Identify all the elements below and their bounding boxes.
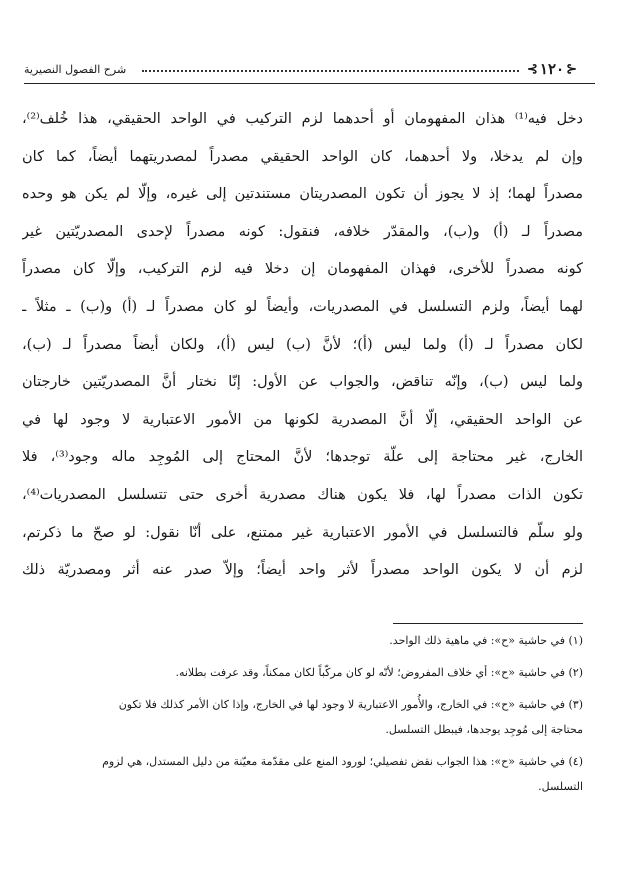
ornament-right-icon: ⊰ — [566, 61, 577, 77]
footnote-2: (٢) في حاشية «ح»: أي خلاف المفروض؛ لأنّه لو كان مركّباً لكان ممكناً، وقد عرفت بطلانه. — [175, 666, 583, 679]
book-title: شرح الفصول النصيرية — [24, 62, 127, 76]
text-line: لزم أن لا يكون الواحد مصدراً لأثر واحد أيضاً؛ وإلاّ صدر عنه أثر ومصدريّة ذلك — [22, 562, 583, 579]
footnote-4: (٤) في حاشية «ح»: هذا الجواب نقض تفصيلي؛ لورود المنع على مقدّمة معيّنة من دليل المستدل، هي لزوم — [102, 755, 583, 768]
footnote-4-continuation: التسلسل. — [538, 780, 583, 793]
text-line: لهما أيضاً، ولزم التسلسل في المصدريات، وأيضاً لو كان مصدراً لـ (أ) و(ب) ـ مثلاً ـ — [22, 298, 583, 315]
ornament-left-icon: ⊱ — [527, 61, 538, 77]
text-line: لكان مصدراً لـ (أ) ولما ليس (أ)؛ لأنَّ (ب) ليس (أ)، ولكان أيضاً مصدراً لـ (ب)، — [22, 336, 583, 353]
header-dot-leader — [142, 70, 519, 72]
text-line: الخارج، غير محتاجة إلى علّة توجدها؛ لأنَّ المحتاج إلى المُوجِد ماله وجود⁽³⁾، فلا — [22, 449, 583, 466]
footnote-separator — [393, 623, 583, 624]
text-line: ولو سلّم فالتسلسل في الأمور الاعتبارية غير ممتنع، على أنّا نقول: لو صحّ ما ذكرتم، — [22, 524, 583, 541]
footnotes — [22, 632, 583, 795]
text-line: تكون الذات مصدراً لها، فلا يكون هناك مصدرية أخرى حتى تتسلسل المصدريات⁽⁴⁾، — [22, 486, 583, 503]
main-text — [22, 101, 583, 590]
footnote-3-continuation: محتاجة إلى مُوجِد يوجدها، فيبطل التسلسل. — [385, 723, 583, 736]
running-header — [24, 56, 577, 82]
text-line: مصدراً لـ (أ) و(ب)، والمقدّر خلافه، فنقول: كونه مصدراً لإحدى المصدريّتين غير — [22, 223, 583, 240]
footnote-1: (١) في حاشية «ح»: في ماهية ذلك الواحد. — [389, 634, 583, 647]
text-line: دخل فيه⁽¹⁾ هذان المفهومان أو أحدهما لزم التركيب في الواحد الحقيقي، هذا خُلف⁽²⁾، — [22, 111, 583, 127]
page-number: ١٢٠ — [539, 60, 565, 78]
header-rule — [24, 83, 595, 84]
page-number-block — [527, 60, 577, 78]
text-line: مصدراً لهما؛ إذ لا يجوز أن تكون المصدريتان مستندتين إلى غيره، وإلّا لم يكن هو وحده — [22, 186, 583, 203]
text-line: كونه مصدراً للأخرى، فهذان المفهومان إن دخلا فيه لزم التركيب، وإلّا كان مصدراً — [22, 261, 583, 278]
footnote-3: (٣) في حاشية «ح»: في الخارج، والأُمور الاعتبارية لا وجود لها في الخارج، وإذا كان الأمر كذلك فلا تكون — [118, 698, 583, 711]
text-line: ولما ليس (ب)، وإنّه تناقض، والجواب عن الأول: إنّا نختار أنَّ المصدريّتين خارجتان — [22, 374, 583, 391]
text-line: عن الواحد الحقيقي، إلّا أنَّ المصدرية لكونها من الأمور الاعتبارية لا وجود لها في — [22, 411, 583, 428]
text-line: وإن لم يدخلا، ولا أحدهما، كان الواحد الحقيقي مصدراً لمصدريتهما أيضاً، كما كان — [22, 148, 583, 165]
